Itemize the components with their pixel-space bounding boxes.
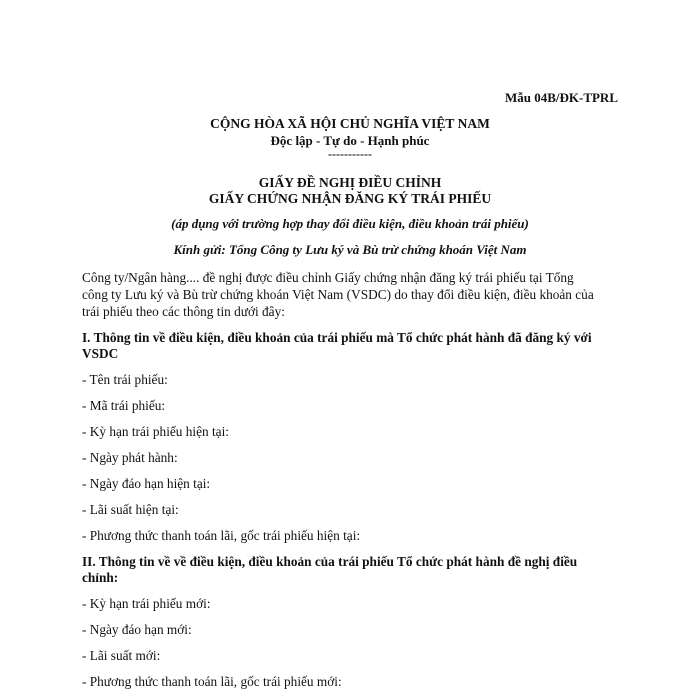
- header-separator: -----------: [328, 147, 372, 161]
- intro-line-3: trái phiếu theo các thông tin dưới đây:: [82, 304, 285, 319]
- field-new-interest-rate: - Lãi suất mới:: [82, 648, 161, 663]
- field-new-payment-method: - Phương thức thanh toán lãi, gốc trái phiếu mới:: [82, 674, 342, 689]
- field-bond-name: - Tên trái phiếu:: [82, 372, 168, 387]
- field-current-term: - Kỳ hạn trái phiếu hiện tại:: [82, 424, 229, 439]
- recipient-line: Kính gửi: Tổng Công ty Lưu ký và Bù trừ chứng khoán Việt Nam: [173, 242, 527, 257]
- national-motto: Độc lập - Tự do - Hạnh phúc: [270, 133, 430, 148]
- document-subtitle: (áp dụng với trường hợp thay đổi điều kiện, điều khoản trái phiếu): [171, 216, 529, 231]
- section-1-heading-line2: VSDC: [82, 346, 119, 361]
- country-name: CỘNG HÒA XÃ HỘI CHỦ NGHĨA VIỆT NAM: [210, 116, 490, 131]
- field-current-interest-rate: - Lãi suất hiện tại:: [82, 502, 179, 517]
- field-issue-date: - Ngày phát hành:: [82, 450, 178, 465]
- section-2-heading-line2: chỉnh:: [82, 570, 119, 585]
- field-bond-code: - Mã trái phiếu:: [82, 398, 166, 413]
- field-new-maturity-date: - Ngày đáo hạn mới:: [82, 622, 192, 637]
- form-code: Mẫu 04B/ĐK-TPRL: [504, 90, 618, 105]
- field-current-payment-method: - Phương thức thanh toán lãi, gốc trái phiếu hiện tại:: [82, 528, 361, 543]
- intro-line-1: Công ty/Ngân hàng.... đề nghị được điều chỉnh Giấy chứng nhận đăng ký trái phiếu tại Tổng: [82, 270, 574, 285]
- field-current-maturity-date: - Ngày đáo hạn hiện tại:: [82, 476, 211, 491]
- section-2-heading-line1: II. Thông tin về về điều kiện, điều khoản của trái phiếu Tổ chức phát hành đề nghị điều: [82, 554, 578, 569]
- section-1-heading-line1: I. Thông tin về điều kiện, điều khoản của trái phiếu mà Tổ chức phát hành đã đăng ký với: [82, 330, 592, 345]
- document-title-line1: GIẤY ĐỀ NGHỊ ĐIỀU CHỈNH: [258, 175, 442, 190]
- field-new-term: - Kỳ hạn trái phiếu mới:: [82, 596, 211, 611]
- document-title-line2: GIẤY CHỨNG NHẬN ĐĂNG KÝ TRÁI PHIẾU: [208, 191, 492, 206]
- intro-line-2: công ty Lưu ký và Bù trừ chứng khoán Việt Nam (VSDC) do thay đổi điều kiện, điều khoản của: [82, 287, 594, 302]
